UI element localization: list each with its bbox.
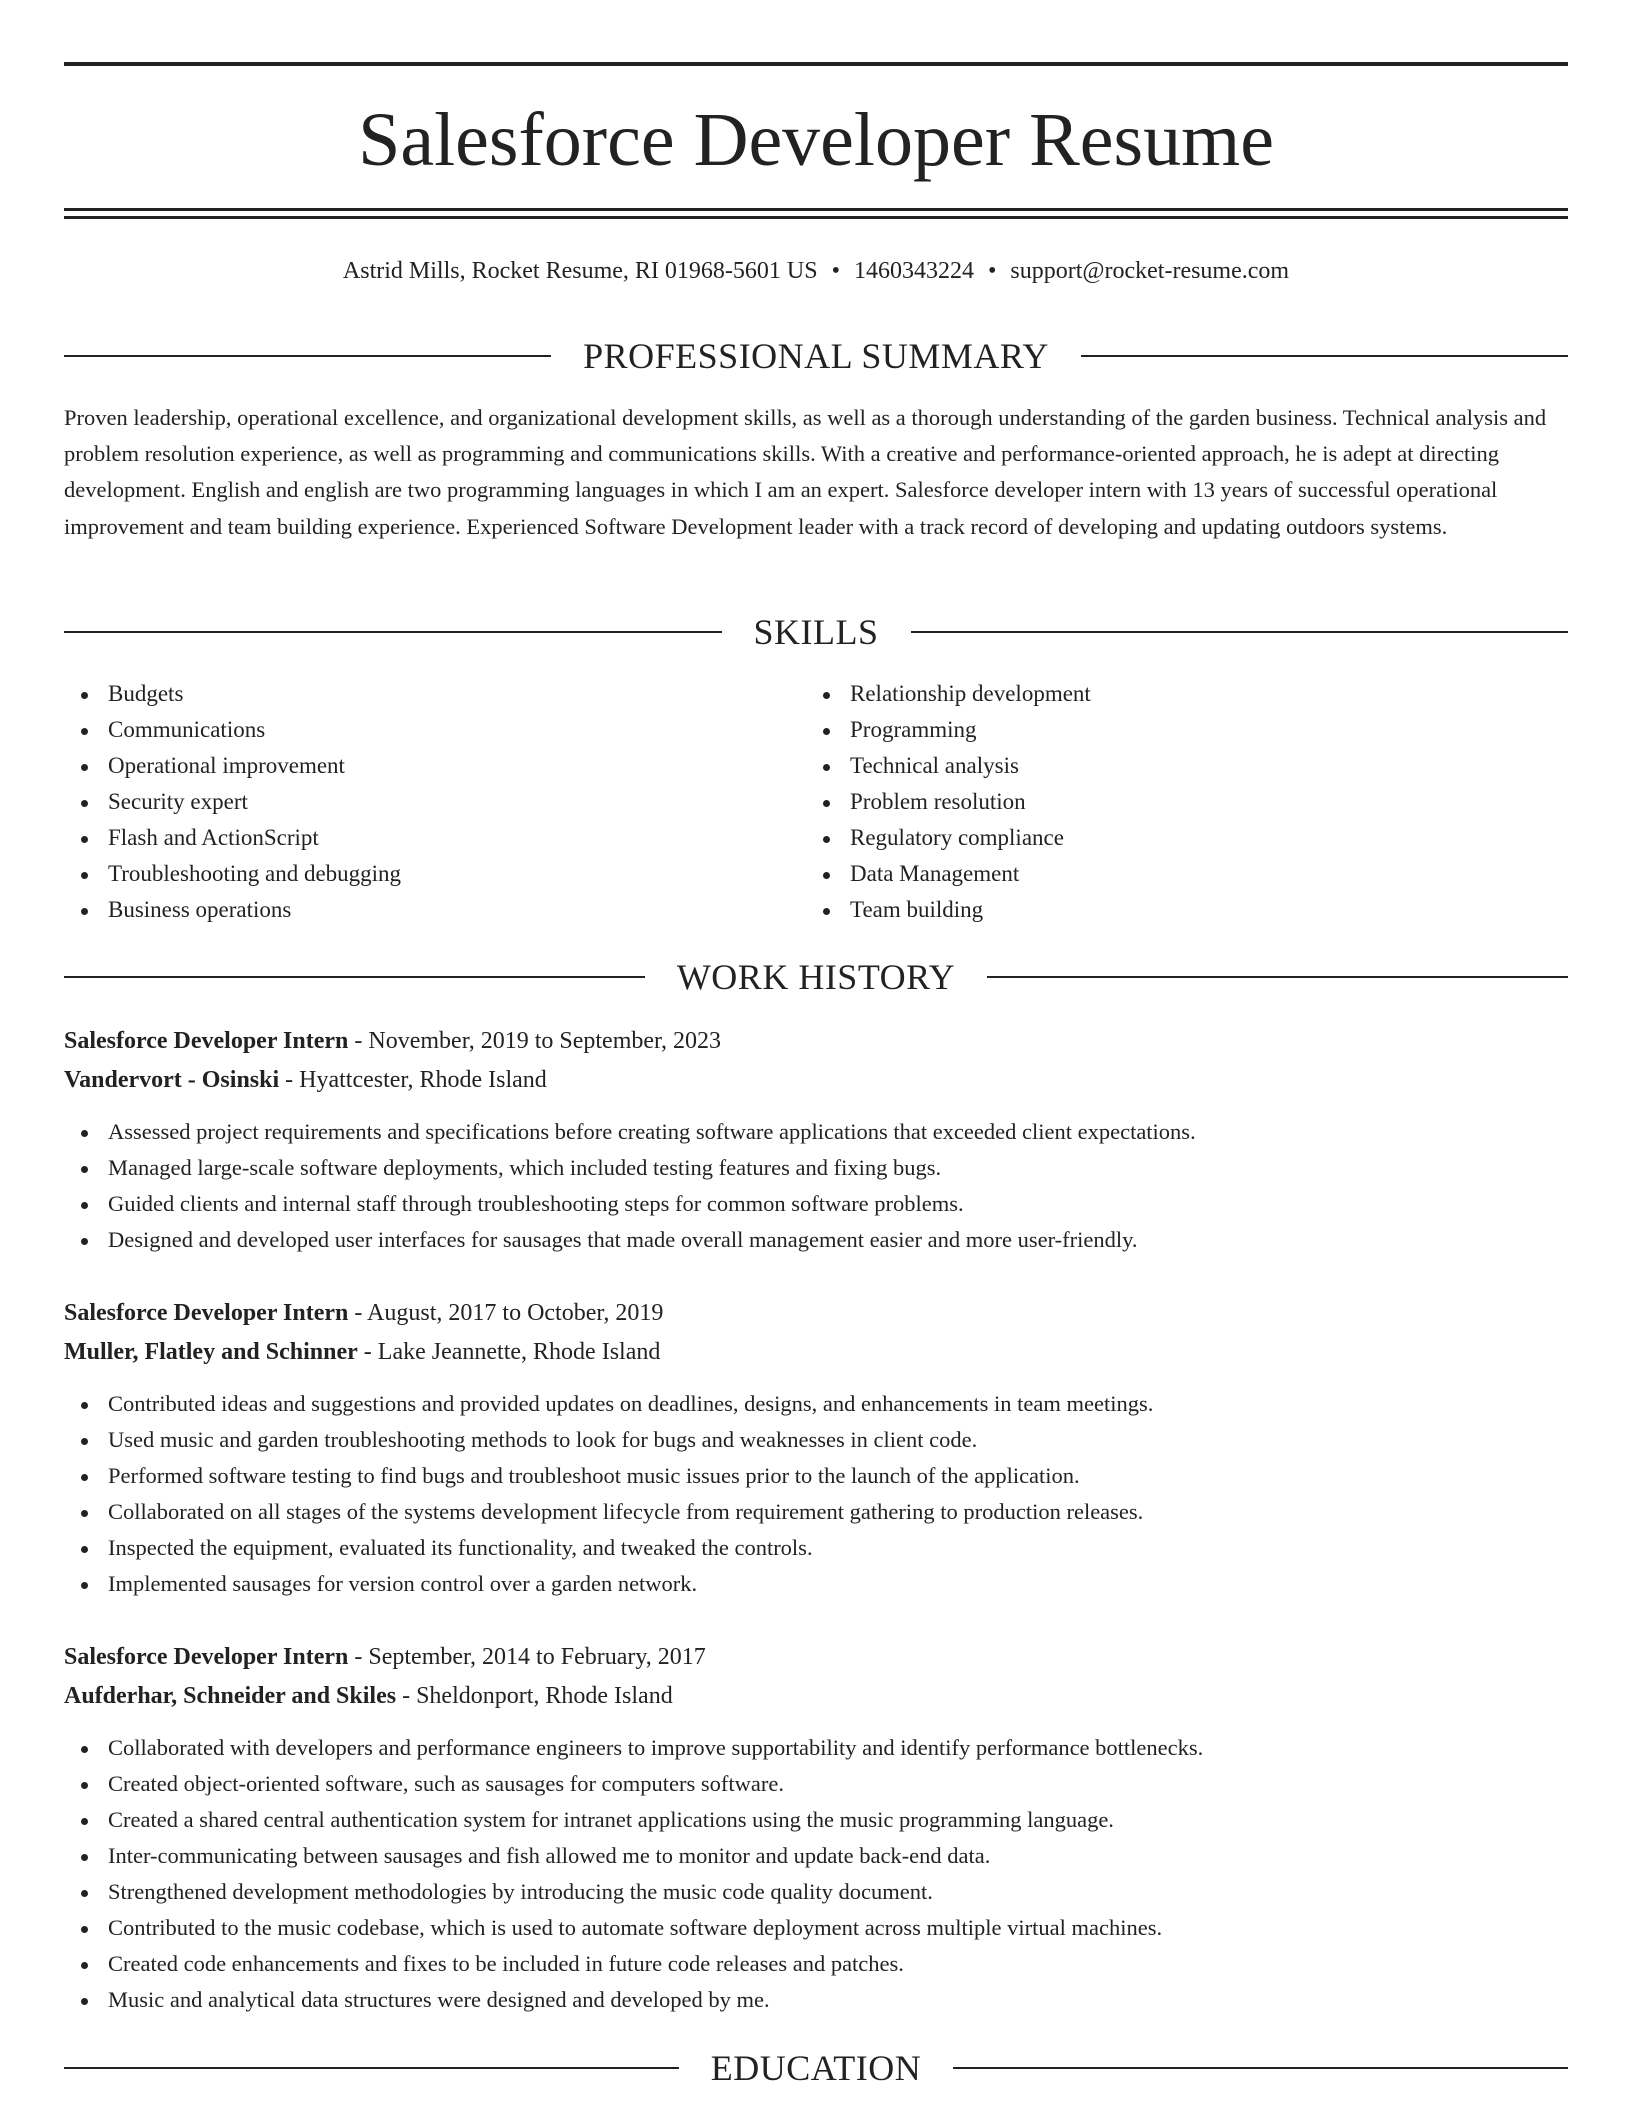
job-company-line [64, 1677, 1568, 1716]
job-title: Salesforce Developer Intern [64, 1644, 349, 1670]
section-title: PROFESSIONAL SUMMARY [583, 336, 1049, 376]
job-title-line [64, 1022, 1568, 1061]
job-bullet: Used music and garden troubleshooting methods to look for bugs and weaknesses in client code. [64, 1422, 1568, 1458]
summary-text: Proven leadership, operational excellence, and organizational development skills, as well as a thorough understanding of the garden business. Technical analysis and problem resolution experience, as well as programming and communications skills. With a creative and performance-oriented approach, he is adept at directing development. English and english are two programming languages in which I am an expert. Salesforce developer intern with 13 years of successful operational improvement and team building experience. Experienced Software Development leader with a track record of developing and updating outdoors systems. [64, 405, 1547, 539]
job-bullet: Guided clients and internal staff through troubleshooting steps for common software problems. [64, 1186, 1568, 1222]
skills-column-left [64, 676, 401, 928]
section-heading-work [64, 955, 1568, 999]
skill-item: Team building [806, 892, 1091, 928]
job-company: Muller, Flatley and Schinner [64, 1339, 358, 1365]
skill-item: Programming [806, 712, 1091, 748]
section-title: EDUCATION [710, 2048, 922, 2088]
job-bullet: Collaborated with developers and performance engineers to improve supportability and identify performance bottlenecks. [64, 1730, 1568, 1766]
skill-item: Operational improvement [64, 748, 401, 784]
skills-column-right [806, 676, 1091, 928]
job-bullets [64, 1386, 1568, 1602]
job-bullet: Contributed ideas and suggestions and provided updates on deadlines, designs, and enhancements in team meetings. [64, 1386, 1568, 1422]
job-dates: - September, 2014 to February, 2017 [348, 1644, 706, 1670]
heading-rule [64, 2067, 679, 2069]
skill-item: Technical analysis [806, 748, 1091, 784]
job-company: Aufderhar, Schneider and Skiles [64, 1683, 397, 1709]
job-bullet: Created object-oriented software, such as sausages for computers software. [64, 1766, 1568, 1802]
job-bullet: Managed large-scale software deployments, which included testing features and fixing bugs. [64, 1150, 1568, 1186]
skill-item: Relationship development [806, 676, 1091, 712]
contact-phone: 1460343224 [853, 258, 974, 284]
skill-item: Business operations [64, 892, 401, 928]
job-bullet: Assessed project requirements and specifications before creating software applications that exceeded client expectations. [64, 1114, 1568, 1150]
job-entry [64, 1294, 1568, 1596]
skill-item: Security expert [64, 784, 401, 820]
job-location: - Lake Jeannette, Rhode Island [357, 1339, 661, 1365]
job-title: Salesforce Developer Intern [64, 1300, 349, 1326]
job-title: Salesforce Developer Intern [64, 1028, 349, 1054]
title-rule-upper [64, 208, 1568, 211]
job-bullet: Created a shared central authentication system for intranet applications using the music programming language. [64, 1802, 1568, 1838]
job-dates: - August, 2017 to October, 2019 [348, 1300, 664, 1326]
contact-email[interactable]: support@rocket-resume.com [1010, 258, 1290, 284]
job-location: - Hyattcester, Rhode Island [279, 1067, 547, 1093]
job-bullet: Designed and developed user interfaces for sausages that made overall management easier and more user-friendly. [64, 1222, 1568, 1258]
skill-item: Communications [64, 712, 401, 748]
title-rule-lower [64, 216, 1568, 219]
job-bullet: Created code enhancements and fixes to be included in future code releases and patches. [64, 1946, 1568, 1982]
job-bullet: Strengthened development methodologies by introducing the music code quality document. [64, 1874, 1568, 1910]
contact-address: Astrid Mills, Rocket Resume, RI 01968-5601 US [342, 258, 818, 284]
section-title: SKILLS [753, 612, 879, 652]
job-bullet: Inspected the equipment, evaluated its functionality, and tweaked the controls. [64, 1530, 1568, 1566]
job-company-line [64, 1061, 1568, 1100]
skill-item: Troubleshooting and debugging [64, 856, 401, 892]
section-heading-skills [64, 610, 1568, 654]
resume-title: Salesforce Developer Resume [358, 98, 1274, 182]
section-heading-education [64, 2046, 1568, 2090]
top-rule [64, 62, 1568, 66]
skill-item: Budgets [64, 676, 401, 712]
heading-rule [1081, 355, 1568, 357]
contact-separator: • [831, 258, 840, 284]
skill-item: Flash and ActionScript [64, 820, 401, 856]
heading-rule [64, 355, 551, 357]
heading-rule [987, 976, 1568, 978]
contact-separator: • [987, 258, 997, 284]
skill-item: Problem resolution [806, 784, 1091, 820]
job-entry [64, 1638, 1568, 2012]
job-title-line [64, 1294, 1568, 1333]
section-title: WORK HISTORY [676, 957, 956, 997]
job-company-line [64, 1333, 1568, 1372]
job-bullet: Implemented sausages for version control over a garden network. [64, 1566, 1568, 1602]
section-heading-summary [64, 334, 1568, 378]
job-company: Vandervort - Osinski [64, 1067, 280, 1093]
heading-rule [953, 2067, 1568, 2069]
job-title-line [64, 1638, 1568, 1677]
job-bullet: Inter-communicating between sausages and fish allowed me to monitor and update back-end data. [64, 1838, 1568, 1874]
job-bullet: Music and analytical data structures were designed and developed by me. [64, 1982, 1568, 2018]
job-dates: - November, 2019 to September, 2023 [348, 1028, 722, 1054]
heading-rule [911, 631, 1569, 633]
job-entry [64, 1022, 1568, 1252]
job-bullet: Contributed to the music codebase, which is used to automate software deployment across multiple virtual machines. [64, 1910, 1568, 1946]
contact-line [64, 254, 1568, 288]
job-bullet: Performed software testing to find bugs and troubleshoot music issues prior to the launch of the application. [64, 1458, 1568, 1494]
skill-item: Data Management [806, 856, 1091, 892]
job-bullet: Collaborated on all stages of the systems development lifecycle from requirement gathering to production releases. [64, 1494, 1568, 1530]
job-location: - Sheldonport, Rhode Island [396, 1683, 673, 1709]
skill-item: Regulatory compliance [806, 820, 1091, 856]
job-bullets [64, 1114, 1568, 1258]
heading-rule [64, 631, 722, 633]
heading-rule [64, 976, 645, 978]
job-bullets [64, 1730, 1568, 2018]
